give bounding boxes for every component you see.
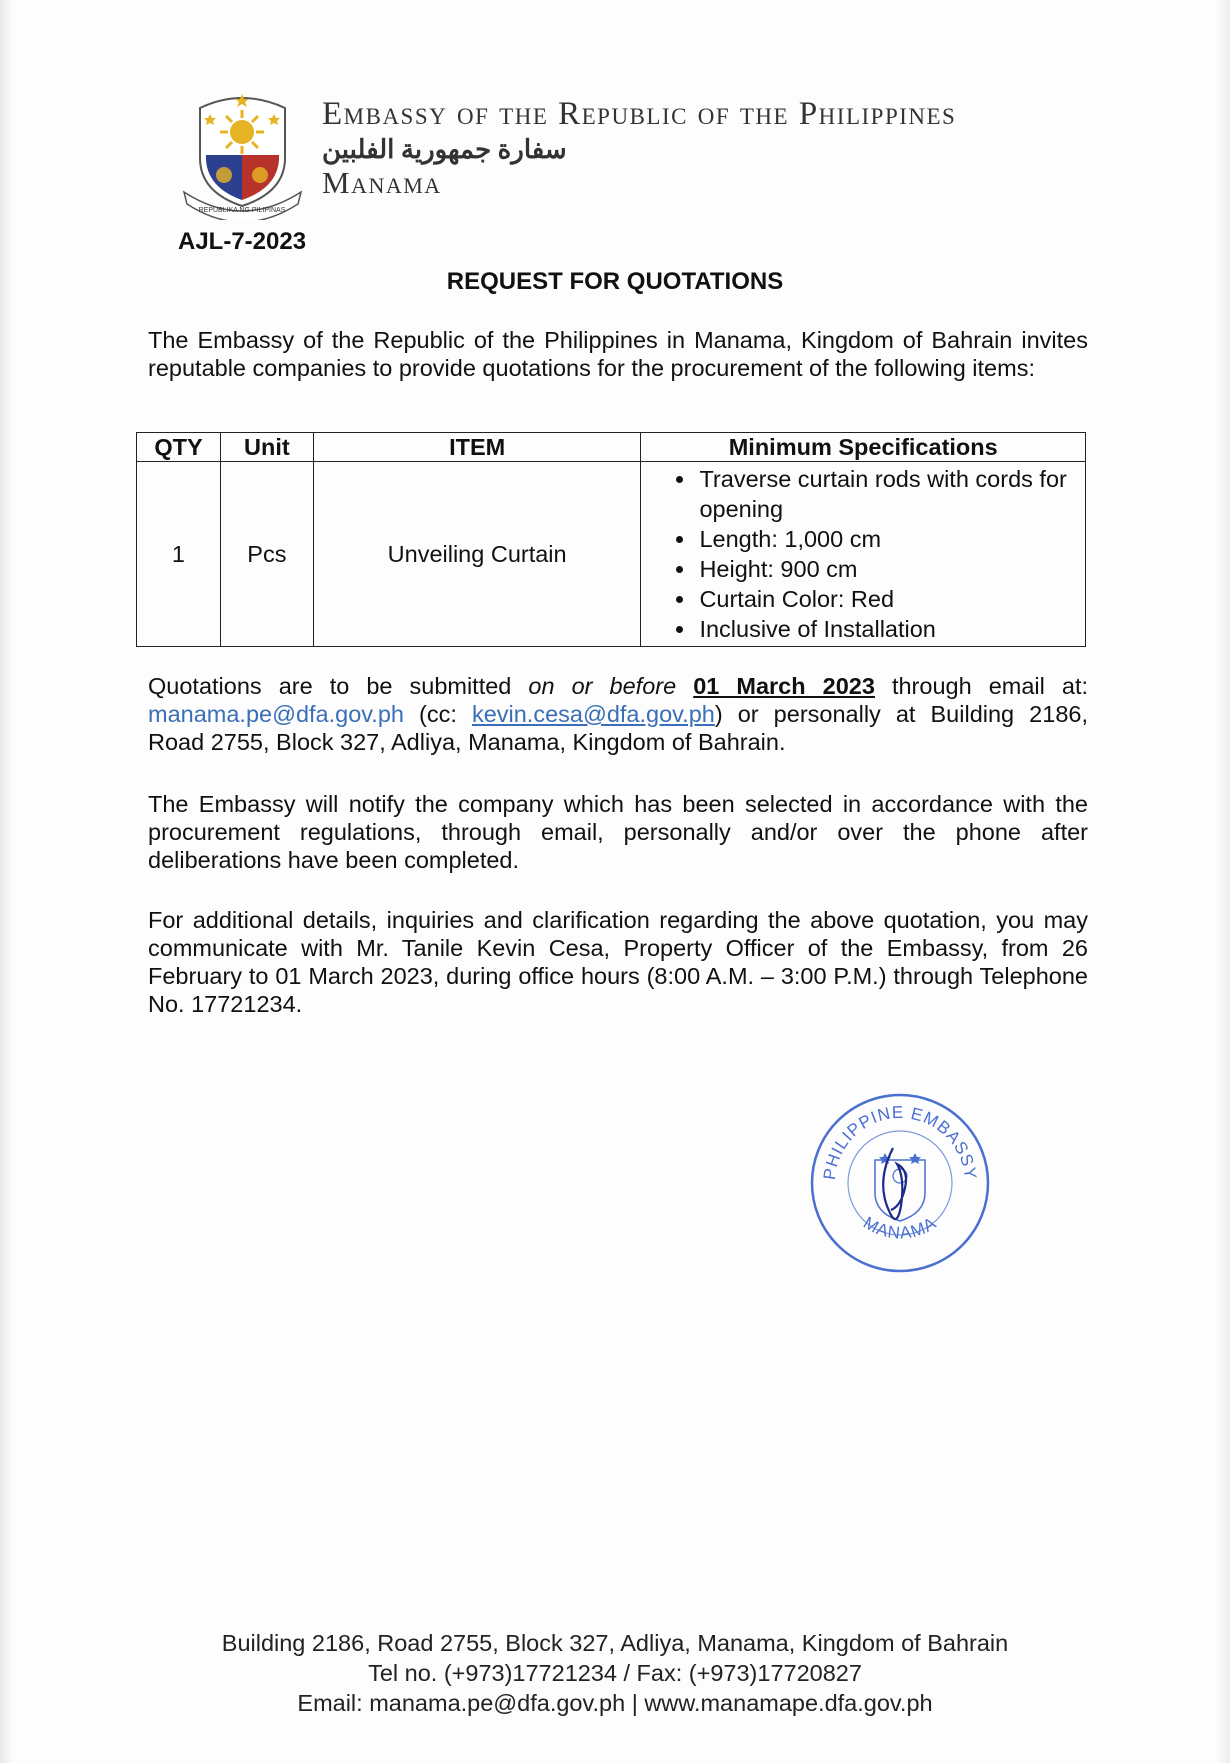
submission-date: 01 March 2023: [693, 673, 875, 699]
spec-item: • Traverse curtain rods with cords for opening: [697, 464, 1079, 524]
submission-prefix: Quotations are to be submitted: [148, 673, 529, 699]
embassy-stamp-icon: [805, 1088, 995, 1278]
footer: [0, 1628, 1230, 1718]
letterhead-title: Embassy of the Republic of the Philippines: [322, 96, 957, 132]
reference-number: AJL-7-2023: [178, 228, 307, 255]
submission-cc-prefix: (cc:: [403, 701, 472, 727]
cc-email-link[interactable]: kevin.cesa@dfa.gov.ph: [471, 701, 715, 727]
philippine-seal-icon: [180, 80, 305, 220]
stamp-top-text: PHILIPPINE EMBASSY: [819, 1102, 981, 1181]
submission-through: through email at:: [874, 673, 1089, 699]
spec-item: • Curtain Color: Red: [697, 584, 1079, 614]
submission-email-link[interactable]: manama.pe@dfa.gov.ph: [148, 701, 404, 727]
spec-item: • Length: 1,000 cm: [697, 524, 1079, 554]
footer-email: Email: manama.pe@dfa.gov.ph | www.manamape.dfa.gov.ph: [297, 1690, 933, 1716]
cell-item: Unveiling Curtain: [313, 462, 641, 647]
cell-unit: Pcs: [220, 462, 313, 647]
scan-edge-right: [1216, 0, 1230, 1763]
notify-paragraph: The Embassy will notify the company which has been selected in accordance with the procurement regulations, through email, personally and/or over the phone after deliberations have been completed.: [148, 791, 1088, 873]
submission-suffix: ) or personally at Building 2186, Road 2755, Block 327, Adliya, Manama, Kingdom of Bahrain.: [148, 701, 1088, 755]
header-qty: QTY: [137, 433, 221, 462]
header-item: ITEM: [313, 433, 641, 462]
submission-paragraph: [148, 672, 1088, 756]
table-header-row: [137, 433, 1086, 462]
table-row: [137, 462, 1086, 647]
footer-phone: Tel no. (+973)17721234 / Fax: (+973)17720827: [368, 1660, 862, 1686]
svg-text:MANAMA: [860, 1213, 940, 1243]
stamp-bottom-text: MANAMA: [860, 1213, 940, 1243]
intro-paragraph: The Embassy of the Republic of the Philippines in Manama, Kingdom of Bahrain invites reputable companies to provide quotations for the procurement of the following items:: [148, 327, 1088, 381]
header-specs: Minimum Specifications: [641, 433, 1086, 462]
spec-item: • Inclusive of Installation: [697, 614, 1079, 644]
cell-specs: [641, 462, 1086, 647]
letterhead-arabic: سفارة جمهورية الفلبين: [322, 135, 567, 164]
header-unit: Unit: [220, 433, 313, 462]
letterhead: [322, 96, 956, 201]
letterhead-city: Manama: [322, 165, 442, 200]
document-heading: REQUEST FOR QUOTATIONS: [446, 268, 784, 295]
scan-edge-left: [0, 0, 14, 1763]
spec-item: • Height: 900 cm: [697, 554, 1079, 584]
submission-on-or-before: on or before: [528, 673, 677, 699]
seal-text: REPUBLIKA NG PILIPINAS: [198, 207, 286, 214]
footer-address: Building 2186, Road 2755, Block 327, Adliya, Manama, Kingdom of Bahrain: [221, 1630, 1009, 1656]
details-paragraph: For additional details, inquiries and clarification regarding the above quotation, you may communicate with Mr. Tanile Kevin Cesa, Property Officer of the Embassy, from 26 February to 01 March 2023, during office hours (8:00 A.M. – 3:00 P.M.) through Telephone No. 17721234.: [148, 907, 1088, 1017]
cell-qty: 1: [137, 462, 221, 647]
quotation-table: [136, 432, 1086, 647]
